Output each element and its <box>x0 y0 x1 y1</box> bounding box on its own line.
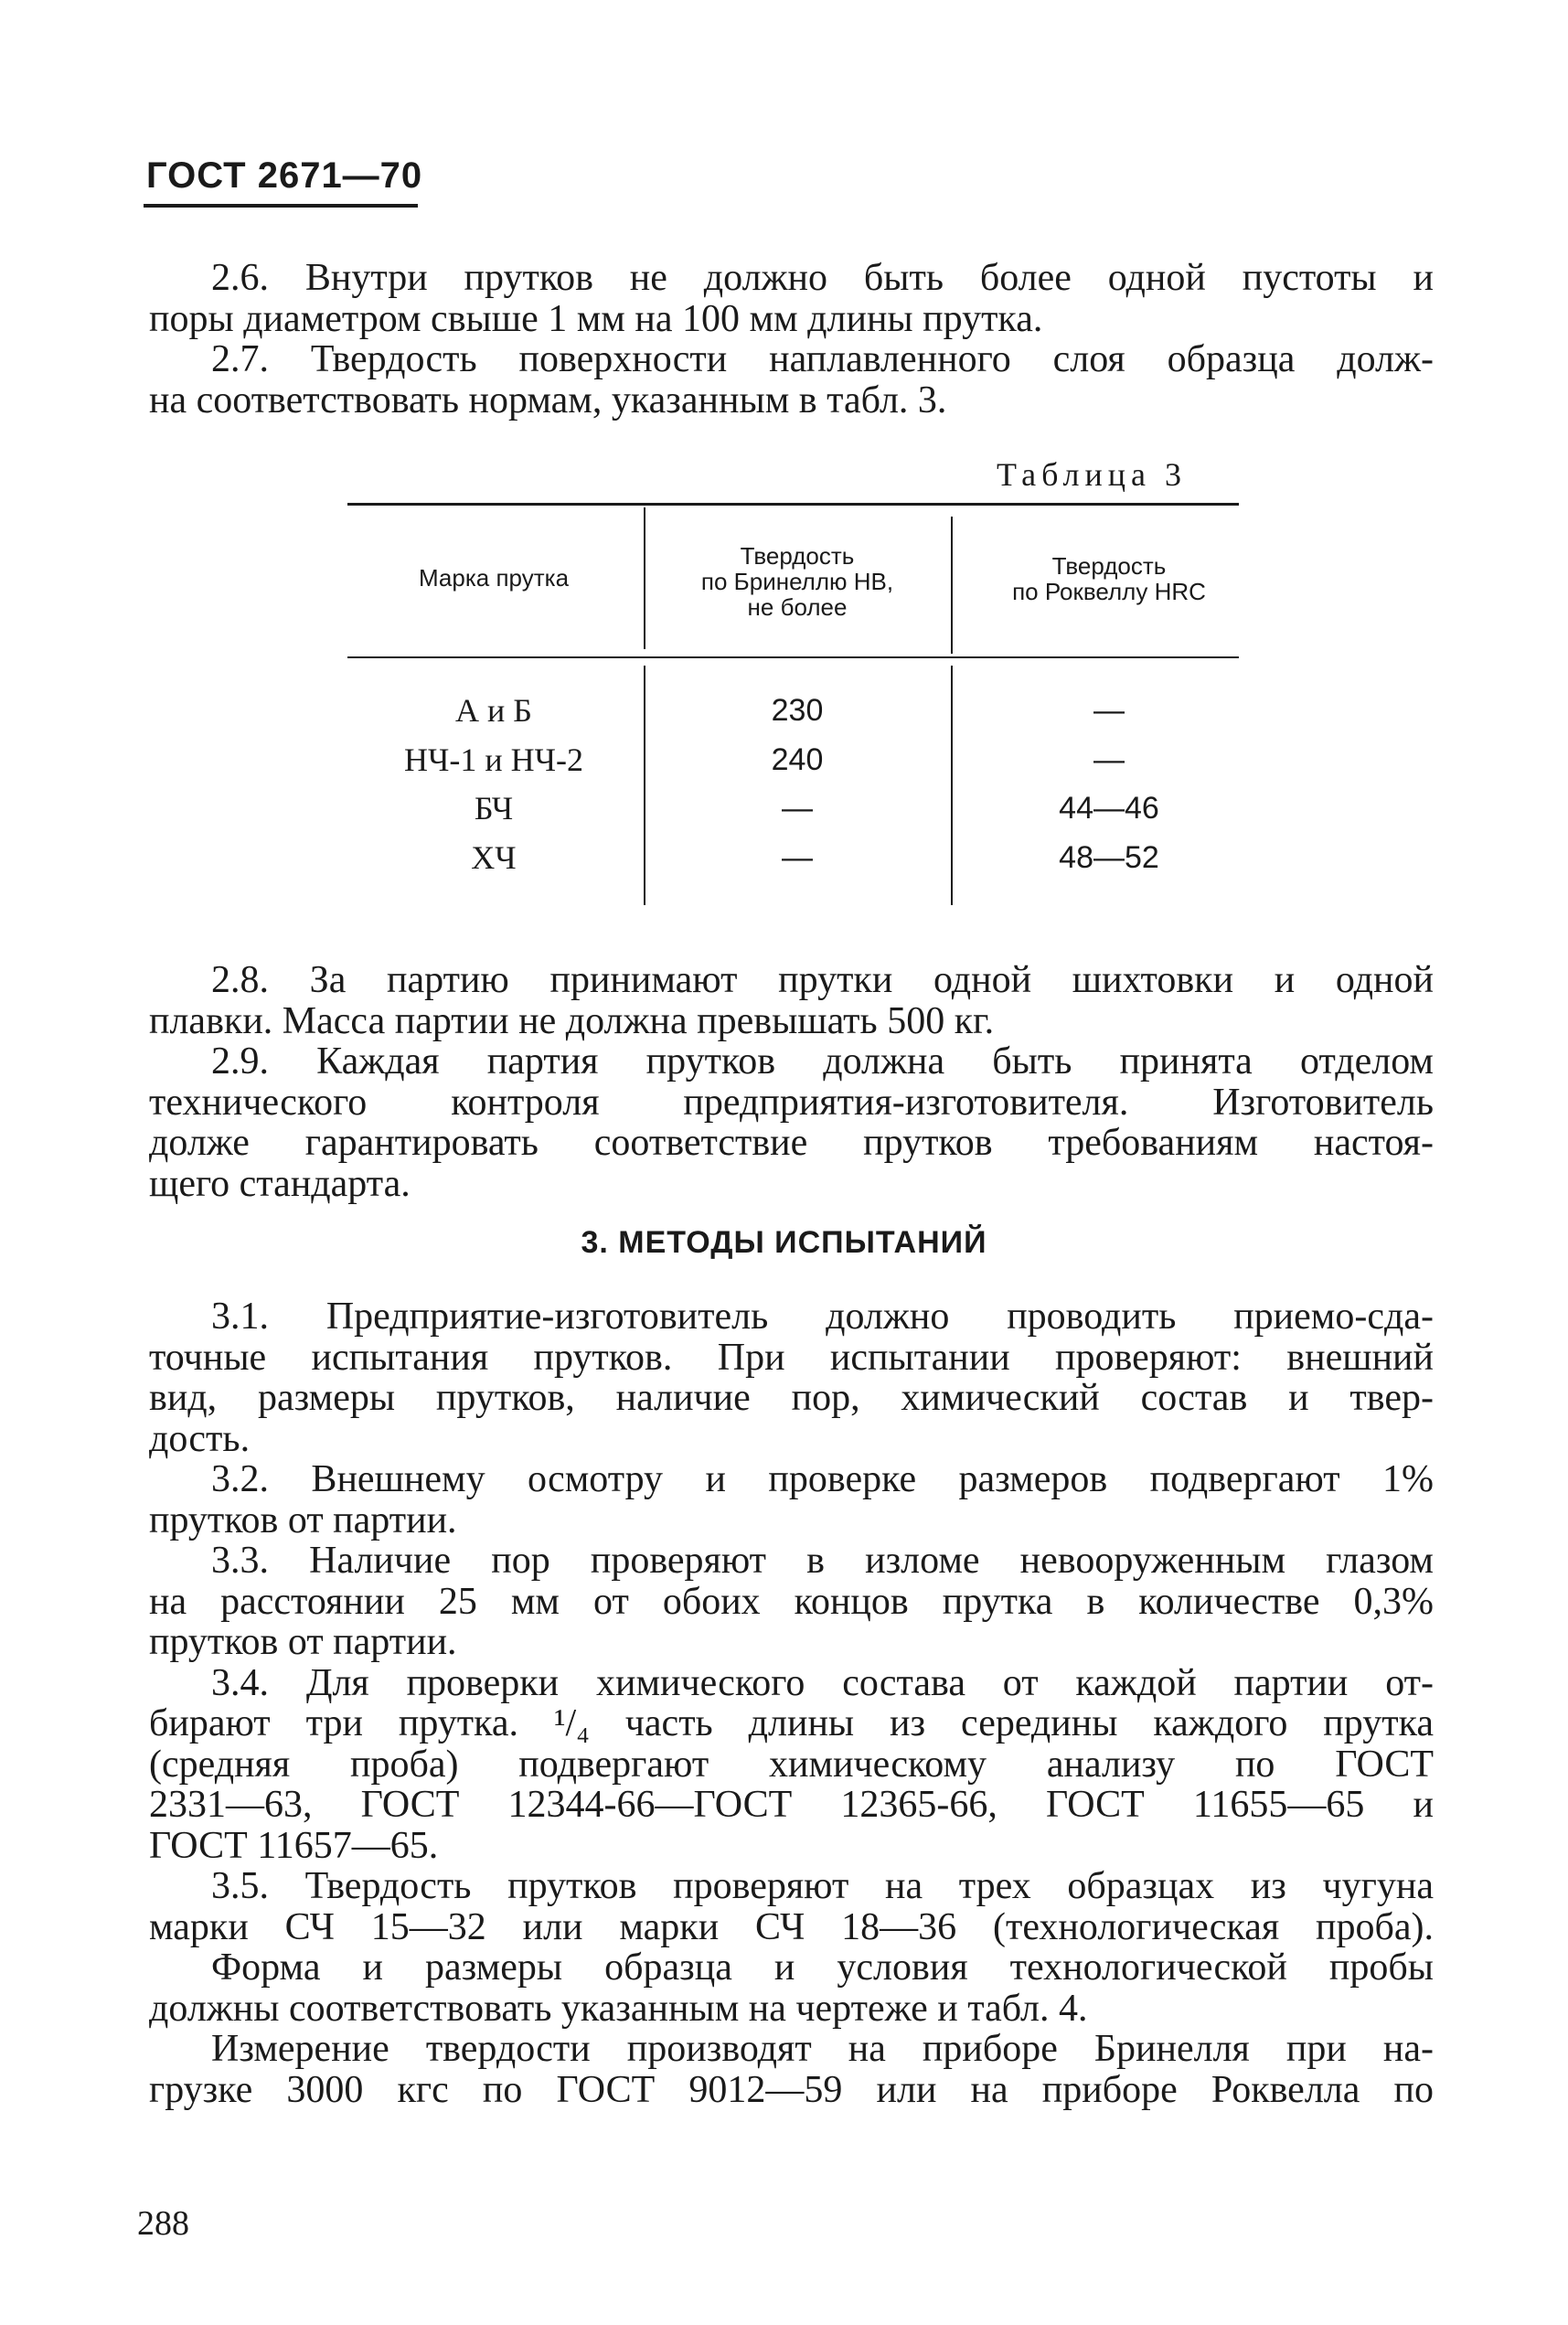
section-heading: 3. МЕТОДЫ ИСПЫТАНИЙ <box>581 1225 987 1260</box>
paragraphs-top <box>149 258 1434 421</box>
table-header-rule <box>347 656 1239 658</box>
table-cell: 48—52 <box>1059 840 1159 875</box>
text-line: Измерение твердости производят на приборе Бринелля при на- <box>211 2028 1434 2070</box>
table-cell: — <box>1093 693 1125 728</box>
text-line: щего стандарта. <box>149 1162 411 1205</box>
text-line: технического контроля предприятия-изготовителя. Изготовитель <box>149 1081 1434 1124</box>
table-column-divider <box>951 666 953 905</box>
text-line: 3.3. Наличие пор проверяют в изломе невооруженным глазом <box>211 1540 1434 1582</box>
table-cell: НЧ-1 и НЧ-2 <box>403 741 584 778</box>
header-line: Твердость <box>740 542 855 570</box>
text-line: 2.9. Каждая партия прутков должна быть принята отделом <box>211 1040 1434 1083</box>
text-line: 3.1. Предприятие-изготовитель должно проводить приемо-сда- <box>211 1296 1434 1338</box>
table-cell: А и Б <box>455 692 532 729</box>
text-line: марки СЧ 15—32 или марки СЧ 18—36 (технологическая проба). <box>149 1905 1434 1948</box>
text-line: прутков от партии. <box>149 1498 457 1541</box>
text-line: 3.4. Для проверки химического состава от каждой партии от- <box>211 1661 1434 1704</box>
text-line: вид, размеры прутков, наличие пор, химический состав и твер- <box>149 1377 1434 1419</box>
table-cell: 44—46 <box>1059 791 1159 826</box>
text-line: 2.7. Твердость поверхности наплавленного слоя образца долж- <box>211 338 1434 380</box>
table-header-cell <box>958 553 1260 604</box>
table-top-rule <box>347 503 1239 506</box>
header-line: не более <box>747 593 848 621</box>
text-line: 2331—63, ГОСТ 12344-66—ГОСТ 12365-66, ГОСТ 11655—65 и <box>149 1784 1434 1826</box>
table-cell: — <box>782 791 813 826</box>
text-line: поры диаметром свыше 1 мм на 100 мм длины прутка. <box>149 297 1043 340</box>
table-cell: 240 <box>771 742 824 777</box>
header-line: Твердость <box>1051 552 1167 580</box>
text-line: (средняя проба) подвергают химическому анализу по ГОСТ <box>149 1743 1434 1786</box>
table-cell: — <box>782 840 813 875</box>
text-line: долже гарантировать соответствие прутков требованиям настоя- <box>149 1122 1434 1164</box>
paragraphs-mid <box>149 960 1434 1204</box>
table-column-divider <box>644 666 645 905</box>
table-cell: — <box>1093 742 1125 777</box>
table-caption: Таблица 3 <box>997 456 1187 493</box>
table-cell: ХЧ <box>471 839 517 876</box>
paragraphs-bottom <box>149 1296 1434 2110</box>
table-column-divider <box>644 507 645 649</box>
header-line: Марка прутка <box>418 564 570 592</box>
text-line: прутков от партии. <box>149 1621 457 1663</box>
header-underline <box>144 204 418 208</box>
standard-header: ГОСТ 2671—70 <box>146 155 423 196</box>
table-cell: БЧ <box>474 790 514 827</box>
text-line: плавки. Масса партии не должна превышать 500 кг. <box>149 999 995 1042</box>
text-line: Форма и размеры образца и условия технологической пробы <box>211 1946 1434 1989</box>
text-line: 3.2. Внешнему осмотру и проверке размеров подвергают 1% <box>211 1458 1434 1500</box>
text-line: на расстоянии 25 мм от обоих концов прутка в количестве 0,3% <box>149 1580 1434 1623</box>
text-line: 2.6. Внутри прутков не должно быть более одной пустоты и <box>211 257 1434 299</box>
table-header-cell <box>651 543 944 620</box>
table-column-divider <box>951 517 953 654</box>
text-line: ГОСТ 11657—65. <box>149 1824 439 1867</box>
table-cell: 230 <box>771 693 824 728</box>
text-line: дость. <box>149 1417 251 1460</box>
page-number: 288 <box>137 2204 189 2243</box>
header-line: по Роквеллу HRC <box>1012 578 1206 605</box>
text-line: должны соответствовать указанным на чертеже и табл. 4. <box>149 1987 1088 2030</box>
text-line: точные испытания прутков. При испытании проверяют: внешний <box>149 1336 1434 1379</box>
table-header-cell <box>357 565 631 591</box>
text-line: 2.8. За партию принимают прутки одной шихтовки и одной <box>211 959 1434 1001</box>
header-line: по Бринеллю HB, <box>700 568 894 595</box>
text-line: грузке 3000 кгс по ГОСТ 9012—59 или на приборе Роквелла по <box>149 2068 1434 2111</box>
text-line: бирают три прутка. ¹/₄ часть длины из середины каждого прутка <box>149 1702 1434 1744</box>
text-line: на соответствовать нормам, указанным в табл. 3. <box>149 379 947 421</box>
text-line: 3.5. Твердость прутков проверяют на трех образцах из чугуна <box>211 1865 1434 1907</box>
